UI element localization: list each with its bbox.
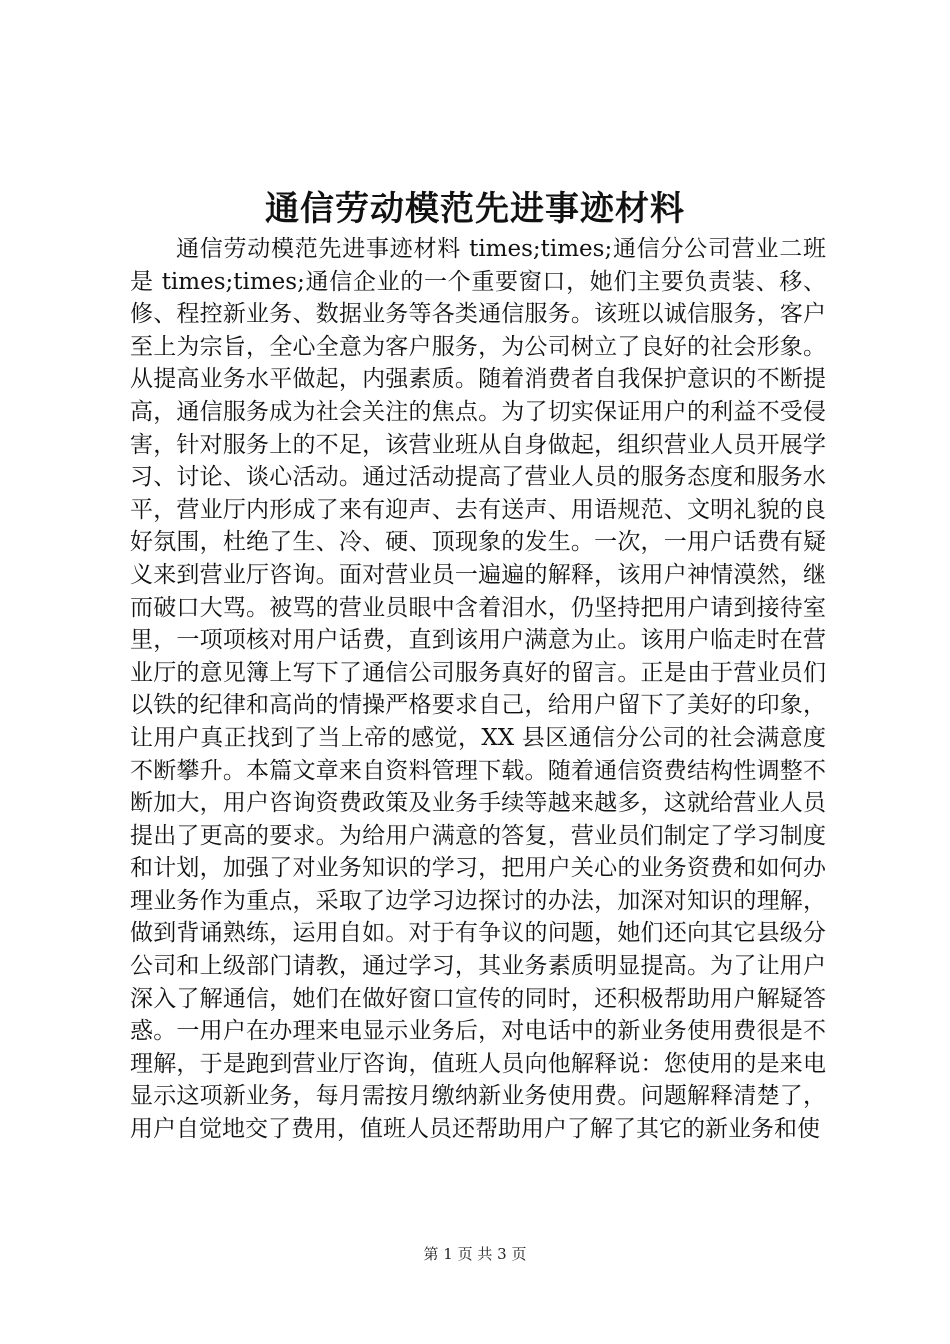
document-body: 通信劳动模范先进事迹材料 times;times;通信分公司营业二班是 times;times;通信企业的一个重要窗口，她们主要负责装、移、修、程控新业务、数据业务等各类通信服务。该班以诚信服务，客户至上为宗旨，全心全意为客户服务，为公司树立了良好的社会形象。从提高业务水平做起，内强素质。随着消费者自我保护意识的不断提高，通信服务成为社会关注的焦点。为了切实保证用户的利益不受侵害，针对服务上的不足，该营业班从自身做起，组织营业人员开展学习、讨论、谈心活动。通过活动提高了营业人员的服务态度和服务水平，营业厅内形成了来有迎声、去有送声、用语规范、文明礼貌的良好氛围，杜绝了生、冷、硬、顶现象的发生。一次，一用户话费有疑义来到营业厅咨询。面对营业员一遍遍的解释，该用户神情漠然，继而破口大骂。被骂的营业员眼中含着泪水，仍坚持把用户请到接待室里，一项项核对用户话费，直到该用户满意为止。该用户临走时在营业厅的意见簿上写下了通信公司服务真好的留言。正是由于营业员们以铁的纪律和高尚的情操严格要求自己，给用户留下了美好的印象，让用户真正找到了当上帝的感觉，XX 县区通信分公司的社会满意度不断攀升。本篇文章来自资料管理下载。随着通信资费结构性调整不断加大，用户咨询资费政策及业务手续等越来越多，这就给营业人员提出了更高的要求。为给用户满意的答复，营业员们制定了学习制度和计划，加强了对业务知识的学习，把用户关心的业务资费和如何办理业务作为重点，采取了边学习边探讨的办法，加深对知识的理解，做到背诵熟练，运用自如。对于有争议的问题，她们还向其它县级分公司和上级部门请教，通过学习，其业务素质明显提高。为了让用户深入了解通信，她们在做好窗口宣传的同时，还积极帮助用户解疑答惑。一用户在办理来电显示业务后，对电话中的新业务使用费很是不理解，于是跑到营业厅咨询，值班人员向他解释说：您使用的是来电显示这项新业务，每月需按月缴纳新业务使用费。问题解释清楚了，用户自觉地交了费用，值班人员还帮助用户了解了其它的新业务和使 (130, 236, 826, 1143)
page-footer: 第 1 页 共 3 页 (423, 1245, 527, 1263)
document-title: 通信劳动模范先进事迹材料 (265, 189, 685, 229)
